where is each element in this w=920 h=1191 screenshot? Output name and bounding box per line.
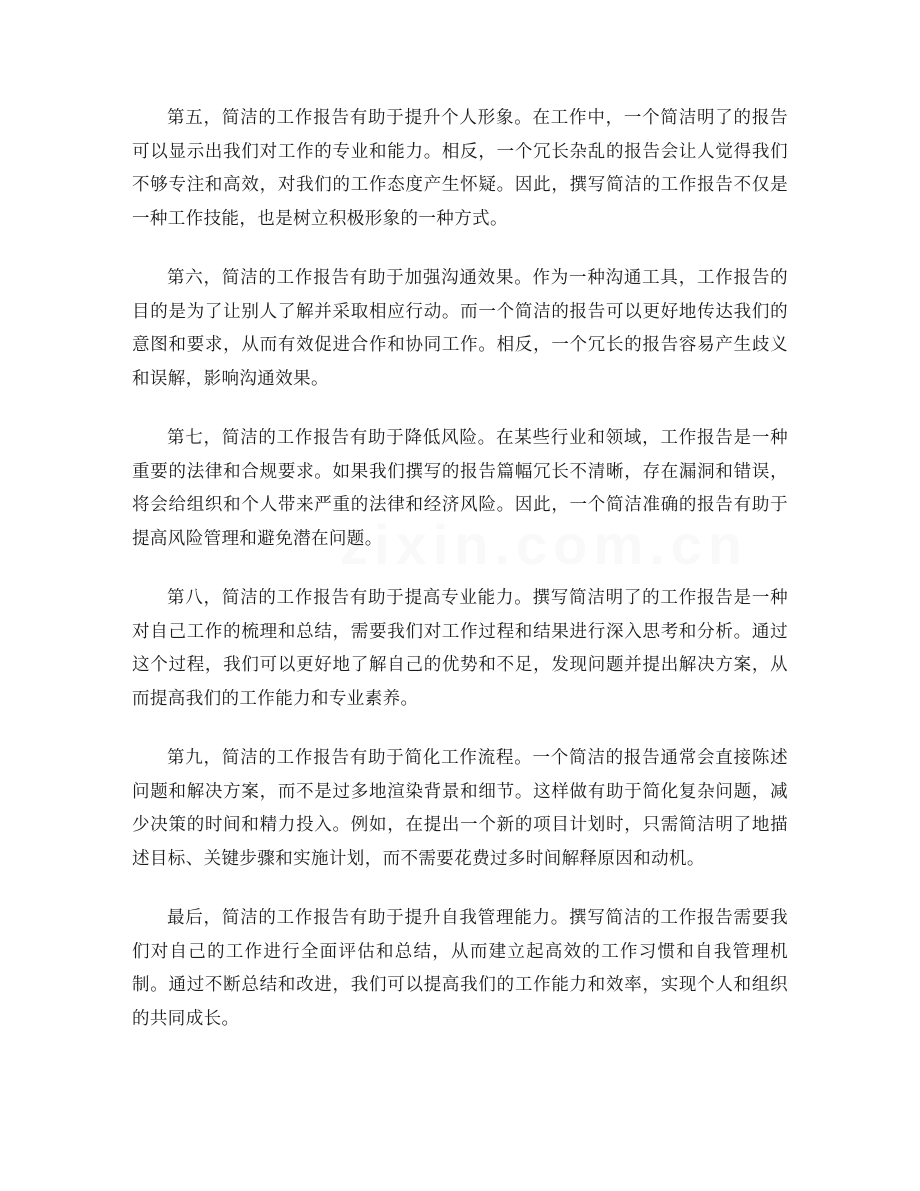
document-body — [132, 102, 788, 1062]
paragraph-final: 最后，简洁的工作报告有助于提升自我管理能力。撰写简洁的工作报告需要我们对自己的工作进行全面评估和总结，从而建立起高效的工作习惯和自我管理机制。通过不断总结和改进，我们可以提高我们的工作能力和效率，实现个人和组织的共同成长。 — [132, 908, 788, 1029]
paragraph-fifth: 第五，简洁的工作报告有助于提升个人形象。在工作中，一个简洁明了的报告可以显示出我们对工作的专业和能力。相反，一个冗长杂乱的报告会让人觉得我们不够专注和高效，对我们的工作态度产生怀疑。因此，撰写简洁的工作报告不仅是一种工作技能，也是树立积极形象的一种方式。 — [132, 108, 788, 229]
paragraph-ninth: 第九，简洁的工作报告有助于简化工作流程。一个简洁的报告通常会直接陈述问题和解决方案，而不是过多地渲染背景和细节。这样做有助于简化复杂问题，减少决策的时间和精力投入。例如，在提出一个新的项目计划时，只需简洁明了地描述目标、关键步骤和实施计划，而不需要花费过多时间解释原因和动机。 — [132, 748, 788, 869]
paragraph-sixth: 第六，简洁的工作报告有助于加强沟通效果。作为一种沟通工具，工作报告的目的是为了让别人了解并采取相应行动。而一个简洁的报告可以更好地传达我们的意图和要求，从而有效促进合作和协同工作。相反，一个冗长的报告容易产生歧义和误解，影响沟通效果。 — [132, 268, 788, 389]
watermark: zixin.com.cn — [340, 513, 749, 576]
paragraph-eighth: 第八，简洁的工作报告有助于提高专业能力。撰写简洁明了的工作报告是一种对自己工作的梳理和总结，需要我们对工作过程和结果进行深入思考和分析。通过这个过程，我们可以更好地了解自己的优势和不足，发现问题并提出解决方案，从而提高我们的工作能力和专业素养。 — [132, 588, 788, 709]
paragraph-seventh: 第七，简洁的工作报告有助于降低风险。在某些行业和领域，工作报告是一种重要的法律和合规要求。如果我们撰写的报告篇幅冗长不清晰，存在漏洞和错误，将会给组织和个人带来严重的法律和经济风险。因此，一个简洁准确的报告有助于提高风险管理和避免潜在问题。 — [132, 428, 788, 549]
